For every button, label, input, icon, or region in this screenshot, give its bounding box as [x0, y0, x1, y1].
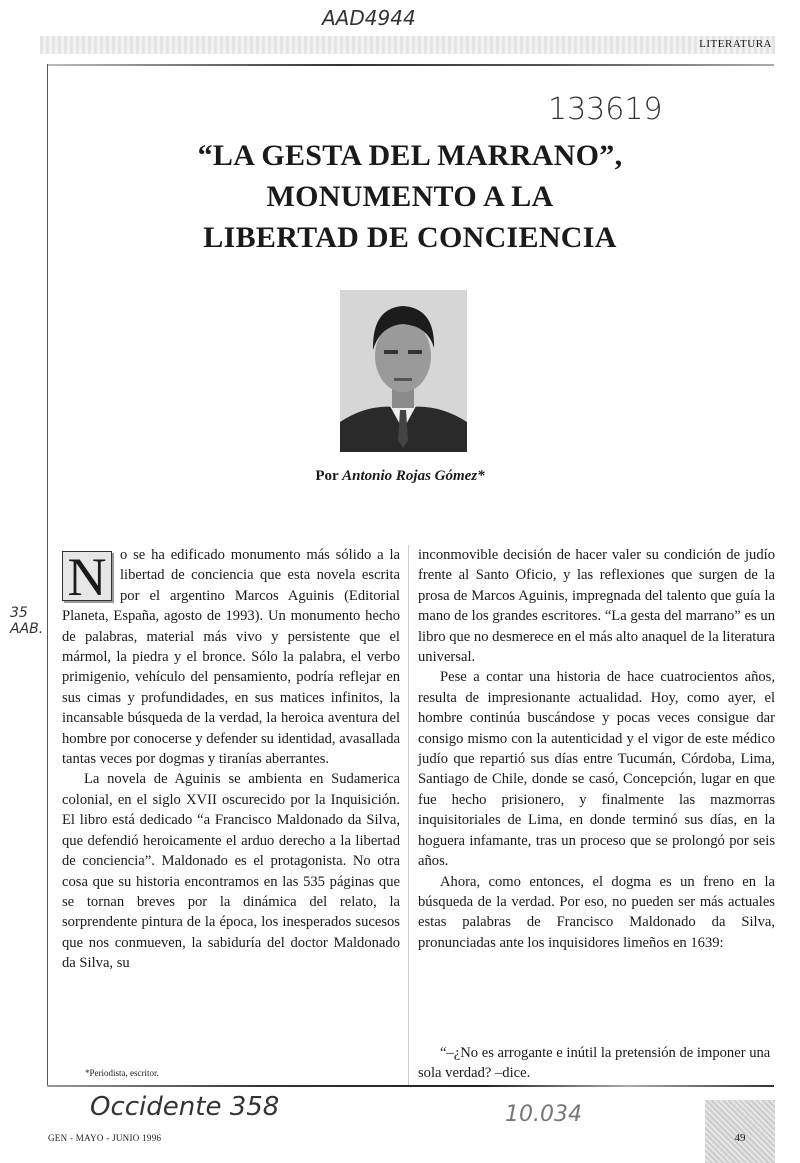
title-line: MONUMENTO A LA — [266, 180, 554, 213]
handwritten-code: AAD4944 — [322, 6, 416, 30]
column-divider — [408, 545, 409, 1085]
author-name: Antonio Rojas Gómez* — [342, 468, 485, 484]
article-title — [100, 135, 720, 258]
section-label: LITERATURA — [699, 38, 772, 50]
handwritten-margin-note: 35 AAB. — [10, 605, 44, 637]
handwritten-source: Occidente 358 — [90, 1092, 280, 1122]
drop-cap: N — [62, 551, 112, 601]
paragraph: Pese a contar una historia de hace cuatrocientos años, resulta de impresionante actualidad. Hoy, como ayer, el hombre continúa buscándose y pocas veces consigue dar consigo mismo con la autenticidad y el vigor de este médico judío que repartió sus días entre Tucumán, Córdoba, Lima, Santiago de Chile, donde se casó, Concepción, lugar en que fue hecho prisionero, y finalmente las mazmorras inquisitoriales de Lima, en donde terminó sus días, en la hoguera infamante, tras un proceso que se prolongó por seis años. — [418, 669, 775, 870]
paragraph: Ahora, como entonces, el dogma es un freno en la búsqueda de la verdad. Por eso, no pueden ser más actuales estas palabras de Francisco Maldonado da Silva, pronunciadas ante los inquisidores limeños en 1639: — [418, 873, 775, 951]
paragraph: La novela de Aguinis se ambienta en Sudamerica colonial, en el siglo XVII oscurecido por la Inquisición. El libro está dedicado “a Francisco Maldonado da Silva, que defendió heroicamente el arduo derecho a la libertad de conciencia”. Maldonado es el protagonista. No otra cosa que su historia encontramos en las 535 páginas que se tornan breves por la dinámica del relato, la sorprendente pintura de la época, los inesperados sucesos que nos conmueven, la sabiduría del doctor Maldonado da Silva, su — [62, 771, 400, 972]
title-line: LIBERTAD DE CONCIENCIA — [203, 221, 617, 254]
column-left — [62, 545, 400, 974]
handwritten-reference: 10.034 — [505, 1102, 582, 1127]
author-photo — [340, 290, 467, 452]
quote: “–¿No es arrogante e inútil la pretensión de imponer una sola verdad? –dice. — [418, 1045, 771, 1082]
title-line: “LA GESTA DEL MARRANO”, — [197, 139, 623, 172]
paragraph: inconmovible decisión de hacer valer su condición de judío frente al Santo Oficio, y las reflexiones que surgen de la prosa de Marcos Aguinis, impregnada del talento que guía la mano de los grandes escritores. “La gesta del marrano” es un libro que no desmerece en el más alto anaquel de la literatura universal. — [418, 547, 775, 666]
byline-prefix: Por — [315, 468, 339, 484]
header-band — [40, 36, 775, 54]
bottom-rule — [47, 1085, 774, 1087]
paragraph: N o se ha edificado monumento más sólido a la libertad de conciencia que esta novela escrita por el argentino Marcos Aguinis (Editorial Planeta, España, agosto de 1993). Un monumento hecho de palabras, material más vivo y persistente que el mármol, la piedra y el bronce. Sólo la palabra, el verbo primigenio, vehículo del pensamiento, podría reflejar en sus cimas y profundidades, en sus matices infinitos, la incansable búsqueda de la verdad, la heroica aventura del hombre por conocerse y defender su identidad, avasallada tantas veces por dogmas y tiranías aberrantes. — [62, 547, 400, 768]
byline — [0, 468, 800, 485]
top-rule — [47, 64, 774, 66]
footnote: *Periodista, escritor. — [85, 1068, 159, 1078]
page-number: 49 — [734, 1132, 746, 1144]
footer-issue: GEN - MAYO - JUNIO 1996 — [48, 1133, 162, 1143]
handwritten-number: 133619 — [548, 92, 663, 127]
left-frame-line — [47, 64, 48, 1086]
column-right — [418, 545, 775, 953]
